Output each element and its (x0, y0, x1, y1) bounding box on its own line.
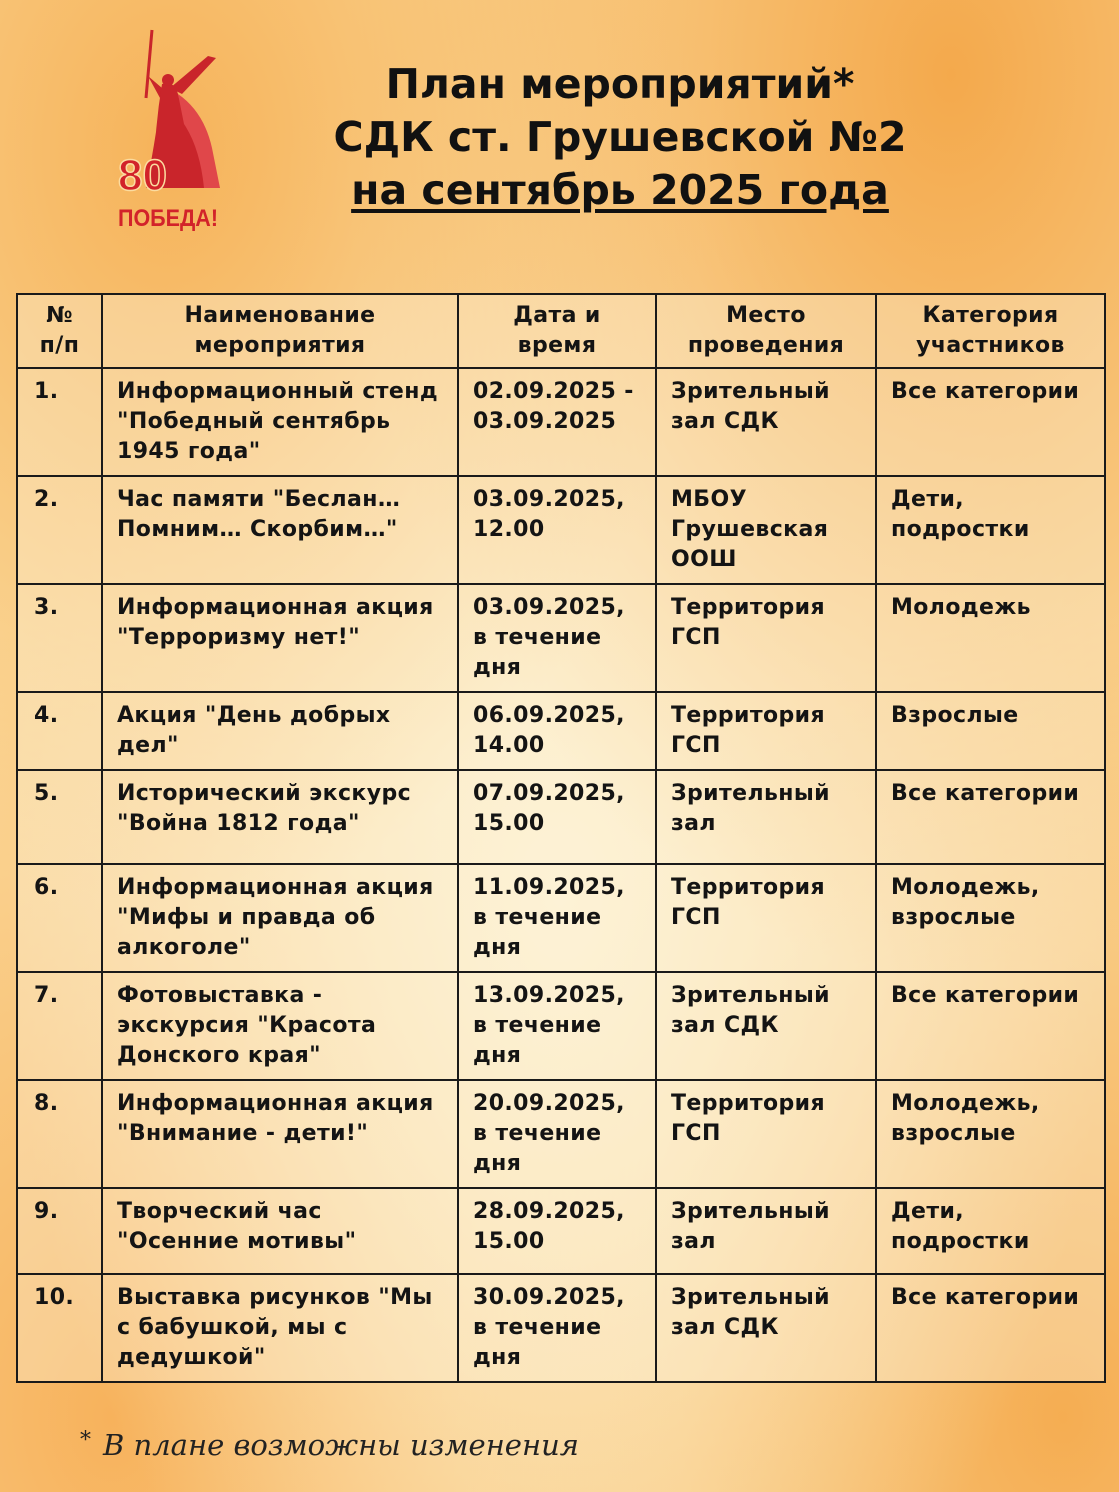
row-category: Дети, подростки (876, 1188, 1105, 1274)
events-table (16, 293, 1106, 1383)
motherland-statue-icon (112, 28, 232, 238)
title-line-3: на сентябрь 2025 года (351, 166, 889, 214)
table-row (17, 476, 1105, 584)
table-row (17, 368, 1105, 476)
row-date: 30.09.2025, в течение дня (458, 1274, 656, 1382)
row-category: Взрослые (876, 692, 1105, 770)
row-date: 28.09.2025, 15.00 (458, 1188, 656, 1274)
row-name: Информационный стенд "Победный сентябрь 1945 года" (102, 368, 458, 476)
row-place: Зрительный зал СДК (656, 1274, 876, 1382)
row-date: 03.09.2025, 12.00 (458, 476, 656, 584)
table-header-row (17, 294, 1105, 368)
row-category: Все категории (876, 770, 1105, 864)
row-category: Дети, подростки (876, 476, 1105, 584)
row-name: Час памяти "Беслан… Помним… Скорбим…" (102, 476, 458, 584)
row-date: 07.09.2025, 15.00 (458, 770, 656, 864)
row-place: Территория ГСП (656, 864, 876, 972)
header-date-line1: Дата и (513, 303, 601, 328)
header-num-line2: п/п (39, 333, 80, 358)
header-category-line1: Категория (922, 303, 1059, 328)
header-category-line2: участников (916, 333, 1065, 358)
row-num: 3. (17, 584, 102, 692)
row-num: 9. (17, 1188, 102, 1274)
table-row (17, 972, 1105, 1080)
table-row (17, 584, 1105, 692)
row-num: 10. (17, 1274, 102, 1382)
row-name: Акция "День добрых дел" (102, 692, 458, 770)
table-row (17, 1188, 1105, 1274)
header-name (102, 294, 458, 368)
row-name: Выставка рисунков "Мы с бабушкой, мы с дедушкой" (102, 1274, 458, 1382)
row-date: 06.09.2025, 14.00 (458, 692, 656, 770)
header-place (656, 294, 876, 368)
table-row (17, 770, 1105, 864)
row-num: 4. (17, 692, 102, 770)
row-category: Все категории (876, 368, 1105, 476)
header-date-line2: время (517, 333, 597, 358)
row-date: 11.09.2025, в течение дня (458, 864, 656, 972)
page-title (230, 58, 1010, 217)
table-row (17, 1080, 1105, 1188)
header-name-line1: Наименование (184, 303, 376, 328)
table-row (17, 864, 1105, 972)
header-place-line2: проведения (687, 333, 845, 358)
row-date: 20.09.2025, в течение дня (458, 1080, 656, 1188)
row-num: 1. (17, 368, 102, 476)
header-num-line1: № (46, 303, 73, 328)
row-place: Зрительный зал СДК (656, 972, 876, 1080)
victory-80-logo (112, 28, 232, 238)
row-num: 2. (17, 476, 102, 584)
footnote (80, 1428, 579, 1462)
row-num: 8. (17, 1080, 102, 1188)
row-place: Территория ГСП (656, 692, 876, 770)
row-name: Информационная акция "Мифы и правда об алкоголе" (102, 864, 458, 972)
footnote-text: В плане возможны изменения (103, 1428, 579, 1462)
row-name: Творческий час "Осенние мотивы" (102, 1188, 458, 1274)
row-place: Территория ГСП (656, 584, 876, 692)
row-name: Информационная акция "Внимание - дети!" (102, 1080, 458, 1188)
logo-text: ПОБЕДА! (118, 205, 218, 232)
row-name: Исторический экскурс "Война 1812 года" (102, 770, 458, 864)
row-category: Молодежь (876, 584, 1105, 692)
row-place: Зрительный зал (656, 1188, 876, 1274)
row-date: 13.09.2025, в течение дня (458, 972, 656, 1080)
row-num: 6. (17, 864, 102, 972)
row-num: 5. (17, 770, 102, 864)
header-date (458, 294, 656, 368)
row-category: Молодежь, взрослые (876, 864, 1105, 972)
logo-number: 80 (118, 151, 167, 200)
row-name: Фотовыставка - экскурсия "Красота Донского края" (102, 972, 458, 1080)
title-line-2: СДК ст. Грушевской №2 (333, 113, 907, 161)
header-name-line2: мероприятия (194, 333, 366, 358)
row-date: 03.09.2025, в течение дня (458, 584, 656, 692)
header-place-line1: Место (726, 303, 806, 328)
row-place: Зрительный зал СДК (656, 368, 876, 476)
row-place: Зрительный зал (656, 770, 876, 864)
header-num (17, 294, 102, 368)
row-place: Территория ГСП (656, 1080, 876, 1188)
row-category: Все категории (876, 1274, 1105, 1382)
row-category: Все категории (876, 972, 1105, 1080)
table-row (17, 692, 1105, 770)
footnote-star: * (80, 1428, 91, 1453)
row-place: МБОУ Грушевская ООШ (656, 476, 876, 584)
row-category: Молодежь, взрослые (876, 1080, 1105, 1188)
row-date: 02.09.2025 - 03.09.2025 (458, 368, 656, 476)
row-name: Информационная акция "Терроризму нет!" (102, 584, 458, 692)
row-num: 7. (17, 972, 102, 1080)
table-row (17, 1274, 1105, 1382)
title-line-1: План мероприятий* (385, 60, 855, 108)
header-category (876, 294, 1105, 368)
